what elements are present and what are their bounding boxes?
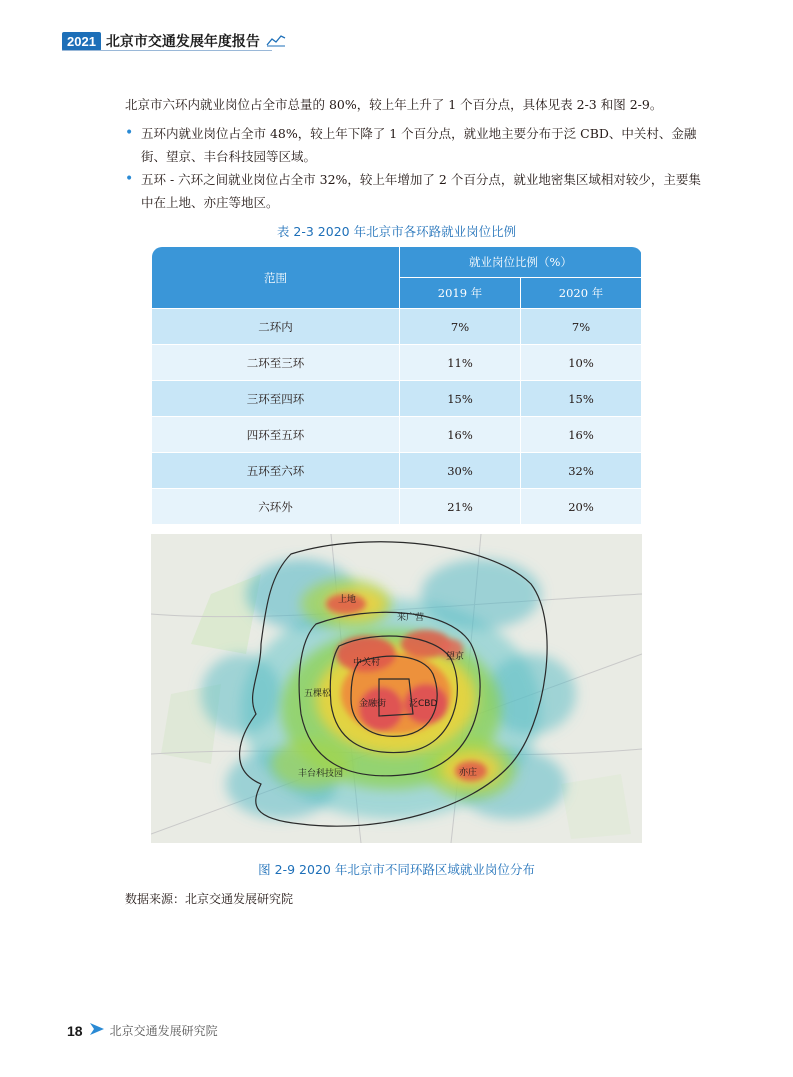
bullet-text: 五环 - 六环之间就业岗位占全市 32%，较上年增加了 2 个百分点，就业地密集区域相对较少，主要集中在上地、亦庄等地区。 xyxy=(141,172,701,210)
cell-range: 二环至三环 xyxy=(152,345,400,381)
table-row xyxy=(152,453,642,489)
bullet-dot-icon: • xyxy=(125,125,134,141)
cell-range: 六环外 xyxy=(152,489,400,525)
cell-2020: 16% xyxy=(521,417,642,453)
year-badge: 2021 xyxy=(62,32,101,51)
bullet-text: 五环内就业岗位占全市 48%，较上年下降了 1 个百分点，就业地主要分布于泛 CBD、中关村、金融街、望京、丰台科技园等区域。 xyxy=(141,126,697,164)
cell-range: 五环至六环 xyxy=(152,453,400,489)
label-fancbd: 泛CBD xyxy=(409,699,438,709)
page-footer xyxy=(67,1022,218,1039)
table-row xyxy=(152,309,642,345)
table-row xyxy=(152,345,642,381)
report-title: 北京市交通发展年度报告 xyxy=(105,34,260,50)
header-range: 范围 xyxy=(152,247,400,309)
label-wangjing: 望京 xyxy=(446,652,465,662)
bullet-list xyxy=(125,122,705,214)
cell-2020: 32% xyxy=(521,453,642,489)
cell-2020: 10% xyxy=(521,345,642,381)
map-park xyxy=(561,774,631,839)
header-2019: 2019 年 xyxy=(400,278,521,309)
label-zhongguancun: 中关村 xyxy=(353,658,381,668)
bullet-item xyxy=(125,168,705,214)
table-row xyxy=(152,489,642,525)
footer-organization: 北京交通发展研究院 xyxy=(109,1024,218,1038)
cell-2019: 21% xyxy=(400,489,521,525)
cell-2020: 20% xyxy=(521,489,642,525)
page-number: 18 xyxy=(67,1022,83,1039)
employment-table xyxy=(151,246,642,525)
header-divider xyxy=(62,50,272,51)
cell-range: 二环内 xyxy=(152,309,400,345)
cell-range: 四环至五环 xyxy=(152,417,400,453)
cell-2019: 15% xyxy=(400,381,521,417)
table-caption: 表 2-3 2020 年北京市各环路就业岗位比例 xyxy=(276,224,517,239)
table-row xyxy=(152,381,642,417)
header-2020: 2020 年 xyxy=(521,278,642,309)
cell-2020: 15% xyxy=(521,381,642,417)
bullet-dot-icon: • xyxy=(125,171,134,187)
table-row xyxy=(152,417,642,453)
arrow-right-icon xyxy=(90,1023,104,1038)
employment-heatmap xyxy=(151,534,642,843)
intro-paragraph: 北京市六环内就业岗位占全市总量的 80%，较上年上升了 1 个百分点，具体见表 2-3 和图 2-9。 xyxy=(125,97,663,112)
bullet-item xyxy=(125,122,705,168)
cell-range: 三环至四环 xyxy=(152,381,400,417)
label-fengtai: 丰台科技园 xyxy=(298,769,344,779)
data-source: 数据来源：北京交通发展研究院 xyxy=(125,892,294,906)
header-group: 就业岗位比例（%） xyxy=(400,247,642,278)
cell-2019: 7% xyxy=(400,309,521,345)
label-wukesong: 五棵松 xyxy=(304,689,332,699)
line-chart-icon xyxy=(266,32,286,51)
figure-caption: 图 2-9 2020 年北京市不同环路区域就业岗位分布 xyxy=(258,862,535,877)
cell-2019: 30% xyxy=(400,453,521,489)
label-yizhuang: 亦庄 xyxy=(459,768,478,778)
label-laiguangying: 来广营 xyxy=(397,613,425,623)
cell-2020: 7% xyxy=(521,309,642,345)
cell-2019: 16% xyxy=(400,417,521,453)
label-jinrongjie: 金融街 xyxy=(359,699,387,709)
label-shangdi: 上地 xyxy=(338,595,357,605)
cell-2019: 11% xyxy=(400,345,521,381)
